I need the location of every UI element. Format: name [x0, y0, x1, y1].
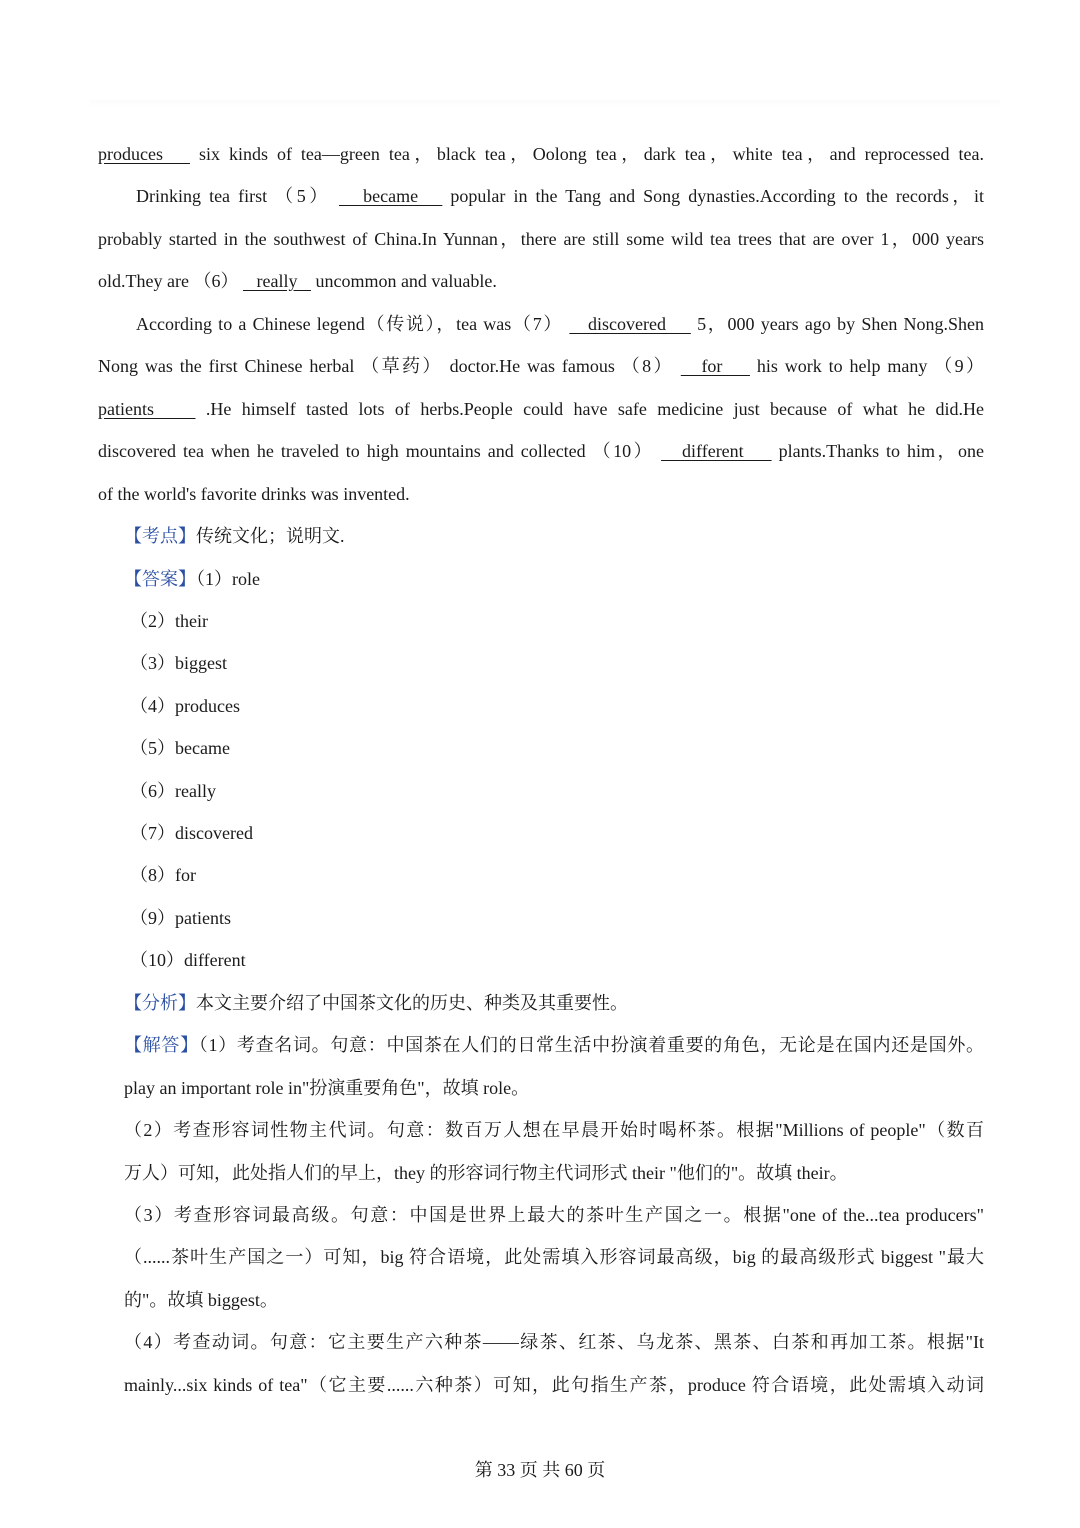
answer-blank-4: produces: [98, 144, 190, 164]
jieda-section: [124, 1033, 984, 1057]
passage-text: uncommon and valuable.: [315, 271, 497, 291]
answer-blank-7: discovered: [569, 314, 691, 334]
passage-text: .He himself tasted lots of herbs.People could have safe medicine just because of what he did.He: [205, 399, 984, 419]
answer-item: （1）role: [196, 569, 260, 589]
fenxi-tag: 【分析】: [124, 993, 196, 1013]
answer-item: （5）became: [130, 738, 230, 758]
passage-line-9: of the world's favorite drinks was invented.: [98, 484, 410, 504]
answer-item: （9）patients: [130, 908, 231, 928]
answer-blank-9: patients: [98, 399, 196, 419]
jieda-line: mainly...six kinds of tea"（它主要......六种茶）可知，此句指生产茶，produce 符合语境，此处需填入动词: [124, 1375, 984, 1395]
answer-item: （8）for: [130, 865, 196, 885]
daan-section: [124, 567, 984, 591]
jieda-tag: 【解答】: [124, 1035, 199, 1055]
fenxi-text: 本文主要介绍了中国茶文化的历史、种类及其重要性。: [196, 993, 628, 1013]
answer-item: （6）really: [130, 781, 216, 801]
answer-blank-5: became: [338, 186, 443, 206]
passage-line-7: [98, 397, 984, 421]
answer-item: （2）their: [130, 611, 208, 631]
answer-item: （4）produces: [130, 696, 240, 716]
daan-tag: 【答案】: [124, 569, 196, 589]
jieda-text: （1）考查名词。句意：中国茶在人们的日常生活中扮演着重要的角色，无论是在国内还是国外。: [198, 1035, 985, 1055]
jieda-line: （4）考查动词。句意：它主要生产六种茶——绿茶、红茶、乌龙茶、黑茶、白茶和再加工茶。根据"It: [124, 1332, 984, 1352]
passage-text: discovered tea when he traveled to high mountains and collected （10）: [98, 441, 655, 461]
jieda-line: （......茶叶生产国之一）可知，big 符合语境，此处需填入形容词最高级，big 的最高级形式 biggest "最大: [124, 1247, 984, 1267]
passage-text: popular in the Tang and Song dynasties.According to the records，it: [450, 186, 984, 206]
passage-text: old.They are （6）: [98, 271, 239, 291]
passage-line-6: [98, 354, 984, 378]
passage-line-1: [98, 142, 984, 166]
passage-line-3: probably started in the southwest of China.In Yunnan，there are still some wild tea trees that are over 1，000 years: [98, 229, 984, 249]
fenxi-section: [124, 991, 984, 1015]
scan-edge: [90, 100, 1000, 108]
jieda-line: （2）考查形容词性物主代词。句意：数百万人想在早晨开始时喝杯茶。根据"Millions of people"（数百: [124, 1120, 984, 1140]
jieda-line: 万人）可知，此处指人们的早上，they 的形容词行物主代词形式 their "他们的"。故填 their。: [124, 1163, 848, 1183]
passage-text: his work to help many （9）: [756, 356, 985, 376]
passage-text: plants.Thanks to him，one: [778, 441, 984, 461]
answer-blank-6: really: [242, 271, 311, 291]
passage-line-5: [136, 312, 984, 336]
kaodian-section: [124, 524, 984, 548]
answer-blank-8: for: [680, 356, 750, 376]
jieda-line: 的"。故填 biggest。: [124, 1290, 278, 1310]
kaodian-text: 传统文化；说明文.: [196, 526, 345, 546]
passage-line-2: [136, 184, 984, 208]
kaodian-tag: 【考点】: [124, 526, 196, 546]
answer-item: （7）discovered: [130, 823, 253, 843]
passage-text: six kinds of tea—green tea，black tea，Oolong tea，dark tea，white tea，and reprocessed tea.: [198, 144, 985, 164]
jieda-line: play an important role in"扮演重要角色"，故填 role。: [124, 1078, 530, 1098]
passage-text: Drinking tea first （5）: [136, 186, 331, 206]
page-number-footer: 第 33 页 共 60 页: [474, 1460, 606, 1480]
passage-line-8: [98, 439, 984, 463]
answer-item: （3）biggest: [130, 653, 227, 673]
answer-blank-10: different: [661, 441, 772, 461]
passage-text: 5，000 years ago by Shen Nong.Shen: [697, 314, 985, 334]
answer-item: （10）different: [130, 950, 246, 970]
passage-text: Nong was the first Chinese herbal （草药） doctor.He was famous （8）: [98, 356, 674, 376]
passage-text: According to a Chinese legend（传说），tea was（7）: [136, 314, 564, 334]
jieda-line: （3）考查形容词最高级。句意：中国是世界上最大的茶叶生产国之一。根据"one of the...tea producers": [124, 1205, 984, 1225]
passage-line-4: [98, 269, 984, 293]
